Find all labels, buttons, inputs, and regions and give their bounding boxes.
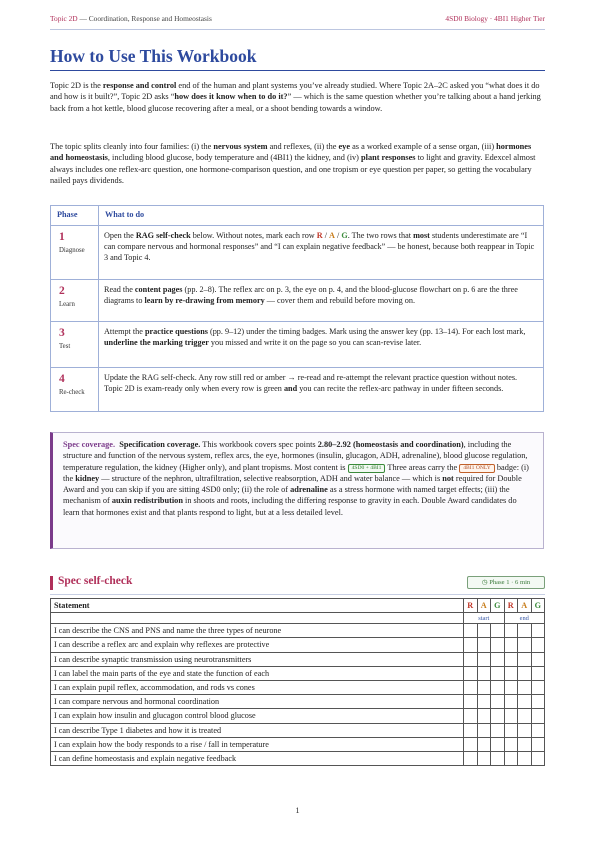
text-run: as a worked example of a sense organ, (iii) (350, 142, 497, 151)
title-divider (50, 70, 545, 71)
rag-checkbox-cell[interactable] (531, 680, 545, 694)
phase-row (51, 368, 544, 412)
rag-checkbox-cell[interactable] (504, 624, 518, 638)
start-label: start (464, 613, 505, 624)
emphasis: most (413, 231, 430, 240)
text-run: you can recite the reflex-arc pathway in under fifteen seconds. (297, 384, 504, 394)
statement-cell: I can describe the CNS and PNS and name the three types of neurone (51, 624, 464, 638)
phase-number: 3 (59, 327, 65, 339)
rag-checkbox-cell[interactable] (531, 709, 545, 723)
emphasis: plant responses (361, 153, 416, 163)
text-run: — structure of the nephron, ultrafiltration, selective reabsorption, ADH and water balance — which is (99, 473, 443, 483)
emphasis: response and control (102, 81, 177, 90)
rag-checkbox-cell[interactable] (504, 638, 518, 652)
phase-row (51, 226, 544, 280)
header-topic-rest: — Coordination, Response and Homeostasis (77, 14, 212, 23)
rag-checkbox-cell[interactable] (477, 723, 491, 737)
text-run: / (322, 231, 330, 240)
rag-table (50, 598, 545, 766)
rag-checkbox-cell[interactable] (464, 638, 478, 652)
text-run: — cover them and rebuild before moving on. (264, 296, 415, 306)
table-row (51, 680, 545, 694)
rag-checkbox-cell[interactable] (491, 638, 505, 652)
text-run: The topic splits cleanly into four families: (i) the (50, 142, 214, 151)
emphasis: underline the marking trigger (104, 338, 209, 348)
phase-row (51, 322, 544, 368)
text-run: This workbook covers spec points (200, 440, 318, 449)
text-run: below. Without notes, mark each row (190, 231, 317, 240)
rag-checkbox-cell[interactable] (504, 709, 518, 723)
rag-checkbox-cell[interactable] (491, 680, 505, 694)
text-run: . The two rows that (347, 231, 414, 240)
text-run: badge: (i) the (63, 462, 529, 483)
phase-row (51, 280, 544, 322)
emphasis: adrenaline (290, 485, 328, 495)
emphasis: practice questions (144, 327, 208, 336)
table-row (51, 638, 545, 652)
page-number: 1 (295, 805, 300, 815)
statement-cell: I can compare nervous and hormonal coordination (51, 695, 464, 709)
text-run: , including blood glucose, body temperature and (4BI1) the kidney, and (iv) (107, 153, 362, 163)
rag-checkbox-cell[interactable] (464, 737, 478, 751)
table-row (51, 709, 545, 723)
text-run: Update the RAG self-check. Any row still red or amber → re-read and re-attempt the relevant practice question without notes. Topic 2D is exam-ready only when every row is green (104, 373, 518, 394)
rag-checkbox-cell[interactable] (531, 737, 545, 751)
statement-cell: I can label the main parts of the eye and state the function of each (51, 666, 464, 680)
rag-checkbox-cell[interactable] (504, 723, 518, 737)
text-run: you missed and write it on the page so you can scan-revise later. (208, 338, 422, 348)
header-topic-label: Topic 2D (50, 14, 78, 23)
table-row (51, 751, 545, 765)
header-course: 4SD0 Biology · 4BI1 Higher Tier (445, 14, 545, 23)
rag-checkbox-cell[interactable] (464, 723, 478, 737)
text-run: ” — which is the same question whether you’re talking about a hand jerking back from a hot kettle, blood glucose recovering after a meal, or a shoot bending towards a window. (50, 92, 541, 113)
emphasis: Specification coverage. (119, 440, 201, 449)
end-label: end (504, 613, 545, 624)
rag-checkbox-cell[interactable] (504, 666, 518, 680)
rag-header-amber: A (477, 599, 491, 613)
rag-checkbox-cell[interactable] (464, 751, 478, 765)
rag-checkbox-cell[interactable] (504, 652, 518, 666)
phase-number: 1 (59, 231, 65, 243)
rag-checkbox-cell[interactable] (518, 652, 532, 666)
rag-checkbox-cell[interactable] (518, 638, 532, 652)
emphasis: content pages (134, 285, 183, 294)
text-run: / (334, 231, 342, 240)
rag-header-green: G (491, 599, 505, 613)
timing-badge (467, 576, 545, 589)
statement-cell: I can describe a reflex arc and explain why reflexes are protective (51, 638, 464, 652)
text-run: students underestimate are “I can compare nervous and hormonal responses” and “I can explain negative feedback” — be honest, because both reappear in Topic 3 and Topic 4. (104, 231, 535, 263)
rag-checkbox-cell[interactable] (504, 737, 518, 751)
rag-checkbox-cell[interactable] (491, 723, 505, 737)
emphasis: hormones and homeostasis (50, 142, 532, 163)
badge-4bi1-only: 4BI1 ONLY (459, 464, 495, 473)
running-header (50, 14, 545, 30)
phase-name: Diagnose (59, 247, 85, 254)
statement-cell: I can explain how the body responds to a rise / fall in temperature (51, 737, 464, 751)
emphasis: auxin redistribution (111, 496, 183, 506)
text-run: Read the (104, 285, 135, 294)
rag-header-amber: A (518, 599, 532, 613)
rag-checkbox-cell[interactable] (491, 652, 505, 666)
text-run: Topic 2D is the (50, 81, 103, 90)
rag-checkbox-cell[interactable] (477, 652, 491, 666)
self-check-divider (50, 594, 545, 595)
rag-checkbox-cell[interactable] (491, 695, 505, 709)
rag-checkbox-cell[interactable] (518, 709, 532, 723)
emphasis: not (442, 473, 454, 483)
rag-checkbox-cell[interactable] (491, 751, 505, 765)
rag-checkbox-cell[interactable] (491, 666, 505, 680)
table-row (51, 624, 545, 638)
rag-header-red: R (504, 599, 518, 613)
statement-cell: I can define homeostasis and explain negative feedback (51, 751, 464, 765)
text-run: Open the (104, 231, 136, 240)
text-run: and reflexes, (ii) the (267, 142, 339, 151)
statement-cell: I can describe synaptic transmission using neurotransmitters (51, 652, 464, 666)
emphasis: kidney (75, 473, 100, 483)
emphasis: eye (338, 142, 351, 151)
rag-checkbox-cell[interactable] (531, 638, 545, 652)
self-check-title: Spec self-check (58, 575, 133, 587)
text-run: as a stress hormone with named target effects; (iii) the mechanism of (63, 485, 510, 506)
rag-checkbox-cell[interactable] (491, 737, 505, 751)
text-run: Three areas carry the (385, 462, 460, 472)
rag-red-letter: R (316, 231, 323, 240)
rag-checkbox-cell[interactable] (464, 652, 478, 666)
rag-checkbox-cell[interactable] (464, 709, 478, 723)
rag-checkbox-cell[interactable] (531, 652, 545, 666)
what-column-header: What to do (99, 206, 544, 226)
rag-checkbox-cell[interactable] (464, 666, 478, 680)
statement-column-header: Statement (51, 599, 464, 613)
rag-checkbox-cell[interactable] (504, 680, 518, 694)
emphasis: how does it know when to do it? (174, 92, 288, 102)
section-marker (50, 576, 53, 590)
clock-icon: ◷ (481, 579, 488, 586)
text-run: to light and gravity. Edexcel almost always includes one reflex-arc question, one hormone-comparison question, and one tropism or eye question per paper, so getting the vocabulary nailed pays dividends. (50, 153, 536, 185)
spec-coverage-label: Spec coverage. (63, 440, 116, 449)
text-run: (pp. 9–12) under the timing badges. Mark using the answer key (pp. 13–14). For each lost mark, (207, 327, 526, 336)
rag-checkbox-cell[interactable] (464, 680, 478, 694)
emphasis: RAG self-check (135, 231, 191, 240)
intro-paragraph-1 (50, 80, 544, 114)
rag-checkbox-cell[interactable] (531, 666, 545, 680)
rag-checkbox-cell[interactable] (518, 751, 532, 765)
table-row (51, 695, 545, 709)
rag-checkbox-cell[interactable] (518, 723, 532, 737)
phase-instructions (99, 226, 544, 280)
timing-label: Phase 1 · 6 min (489, 579, 531, 586)
rag-checkbox-cell[interactable] (491, 624, 505, 638)
emphasis: nervous system (213, 142, 268, 151)
badge-both-specs: 4SD0 + 4BI1 (348, 464, 386, 473)
rag-checkbox-cell[interactable] (477, 751, 491, 765)
rag-checkbox-cell[interactable] (531, 751, 545, 765)
text-run: in shoots and roots, including the differing response to gravity in each. Double Award candidates do learn that hormones exist and that plants respond to light, but at a less detailed level. (63, 496, 517, 517)
phase-instructions (99, 322, 544, 368)
header-topic (50, 14, 212, 30)
rag-checkbox-cell[interactable] (518, 666, 532, 680)
table-row (51, 652, 545, 666)
phase-instructions (99, 368, 544, 412)
rag-checkbox-cell[interactable] (477, 695, 491, 709)
rag-checkbox-cell[interactable] (531, 624, 545, 638)
rag-checkbox-cell[interactable] (518, 680, 532, 694)
text-run: (pp. 2–8). The reflex arc on p. 3, the eye on p. 4, and the blood-glucose flowchart on p. 6 are the three diagrams to (104, 285, 518, 306)
emphasis: 2.80–2.92 (homeostasis and coordination) (317, 440, 464, 449)
rag-checkbox-cell[interactable] (518, 624, 532, 638)
rag-checkbox-cell[interactable] (504, 695, 518, 709)
rag-checkbox-cell[interactable] (477, 737, 491, 751)
rag-amber-letter: A (329, 231, 335, 240)
rag-checkbox-cell[interactable] (464, 624, 478, 638)
rag-checkbox-cell[interactable] (477, 638, 491, 652)
phase-name: Learn (59, 301, 75, 308)
statement-cell: I can describe Type 1 diabetes and how it is treated (51, 723, 464, 737)
rag-checkbox-cell[interactable] (477, 709, 491, 723)
table-row (51, 666, 545, 680)
table-row (51, 737, 545, 751)
intro-paragraph-2 (50, 141, 544, 186)
rag-checkbox-cell[interactable] (518, 695, 532, 709)
rag-checkbox-cell[interactable] (491, 709, 505, 723)
rag-header-green: G (531, 599, 545, 613)
rag-checkbox-cell[interactable] (531, 723, 545, 737)
phase-table (50, 205, 544, 412)
emphasis: and (283, 384, 298, 394)
rag-checkbox-cell[interactable] (477, 666, 491, 680)
spec-coverage-box (50, 432, 544, 549)
rag-checkbox-cell[interactable] (477, 624, 491, 638)
table-row (51, 723, 545, 737)
rag-checkbox-cell[interactable] (504, 751, 518, 765)
phase-number: 4 (59, 373, 65, 385)
rag-checkbox-cell[interactable] (518, 737, 532, 751)
rag-header-red: R (464, 599, 478, 613)
header-divider (50, 29, 545, 30)
rag-green-letter: G (341, 231, 348, 240)
blank-cell (51, 613, 464, 624)
statement-cell: I can explain how insulin and glucagon control blood glucose (51, 709, 464, 723)
phase-name: Test (59, 343, 71, 350)
text-run: end of the human and plant systems you’ve already studied. Where Topic 2A–2C asked you “what does it do and how is it built?”, Topic 2D asks “ (50, 81, 540, 102)
text-run: required for Double Award and you can skip if you are sitting 4SD0 only; (ii) the role of (63, 473, 522, 495)
phase-column-header: Phase (51, 206, 99, 226)
statement-cell: I can explain pupil reflex, accommodation, and rods vs cones (51, 680, 464, 694)
phase-number: 2 (59, 285, 65, 297)
text-run: Attempt the (104, 327, 145, 336)
rag-checkbox-cell[interactable] (477, 680, 491, 694)
rag-checkbox-cell[interactable] (464, 695, 478, 709)
text-run: , including the structure and function of the nervous system, reflex arcs, the eye, hormones (insulin, glucagon, ADH, adrenaline), blood glucose regulation, temperature regulation, the kidney (Higher only), and plant tropisms. Most content is (63, 440, 528, 472)
phase-name: Re-check (59, 389, 85, 396)
page-title: How to Use This Workbook (50, 46, 257, 66)
emphasis: learn by re-drawing from memory (144, 296, 265, 306)
phase-instructions (99, 280, 544, 322)
rag-checkbox-cell[interactable] (531, 695, 545, 709)
